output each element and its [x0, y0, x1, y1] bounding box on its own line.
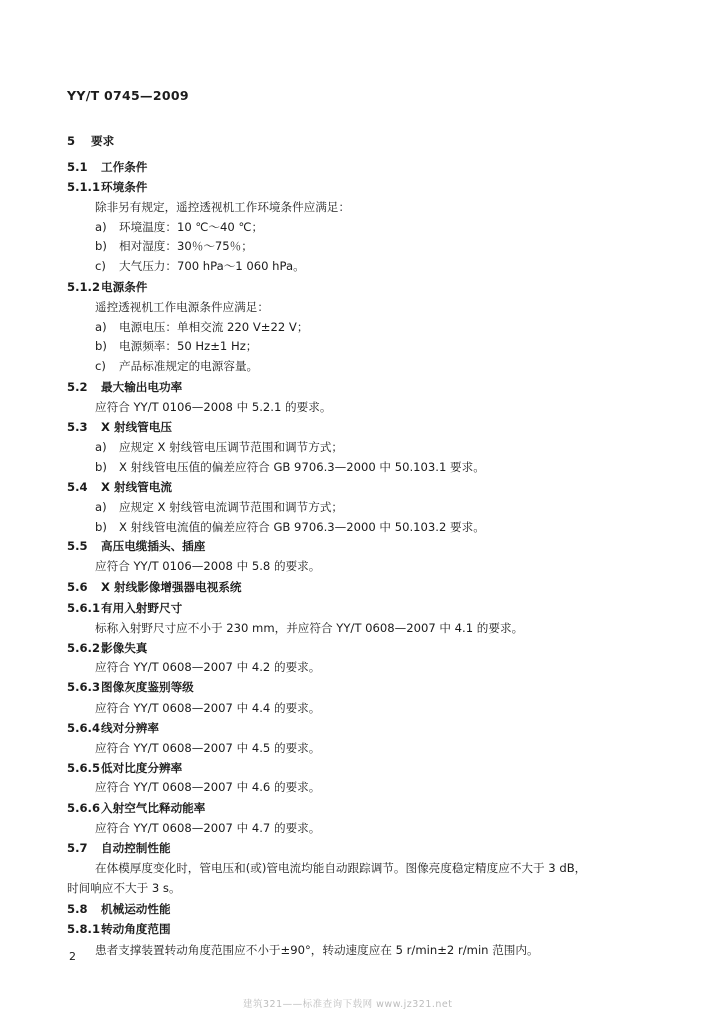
- section-heading: [67, 379, 182, 395]
- section-heading: [67, 419, 172, 435]
- list-marker: a): [95, 500, 107, 514]
- section-title: 机械运动性能: [101, 902, 171, 916]
- section-title: 图像灰度鉴别等级: [101, 680, 194, 694]
- paragraph-line: 应符合 YY/T 0106—2008 中 5.8 的要求。: [95, 559, 321, 573]
- section-heading: [67, 600, 182, 616]
- section-heading: [67, 133, 114, 149]
- section-title: 影像失真: [101, 641, 148, 655]
- section-heading: [67, 760, 182, 776]
- list-item: [95, 219, 263, 235]
- section-title: 转动角度范围: [101, 922, 171, 936]
- list-item: [95, 519, 485, 535]
- section-number: 5.3: [67, 420, 88, 434]
- section-title: 有用入射野尺寸: [101, 601, 183, 615]
- list-item: [95, 459, 485, 475]
- list-item-text: 环境温度：10 ℃～40 ℃；: [119, 220, 264, 234]
- list-marker: a): [95, 320, 107, 334]
- section-heading: [67, 179, 147, 195]
- page-number: 2: [69, 950, 76, 963]
- section-title: 最大输出电功率: [101, 380, 183, 394]
- section-title: 工作条件: [101, 160, 148, 174]
- paragraph-line: 应符合 YY/T 0106—2008 中 5.2.1 的要求。: [95, 400, 332, 414]
- section-number: 5.1.1: [67, 180, 101, 194]
- list-marker: a): [95, 440, 107, 454]
- section-title: 低对比度分辨率: [101, 761, 183, 775]
- section-heading: [67, 679, 194, 695]
- section-heading: [67, 579, 242, 595]
- paragraph-line: 患者支撑装置转动角度范围应不小于±90°，转动速度应在 5 r/min±2 r/min 范围内。: [95, 943, 539, 957]
- section-number: 5.7: [67, 841, 88, 855]
- section-heading: [67, 159, 147, 175]
- list-marker: c): [95, 259, 106, 273]
- list-item: [95, 358, 258, 374]
- section-number: 5.1.2: [67, 280, 101, 294]
- section-heading: [67, 279, 147, 295]
- section-title: X 射线影像增强器电视系统: [101, 580, 242, 594]
- section-number: 5.2: [67, 380, 88, 394]
- paragraph-line: 标称入射野尺寸应不小于 230 mm，并应符合 YY/T 0608—2007 中 4.1 的要求。: [95, 621, 524, 635]
- section-title: 电源条件: [101, 280, 148, 294]
- list-item: [95, 499, 343, 515]
- section-number: 5.6.3: [67, 680, 101, 694]
- list-marker: b): [95, 460, 107, 474]
- paragraph-line: 在体模厚度变化时，管电压和(或)管电流均能自动跟踪调节。图像亮度稳定精度应不大于 3 dB，: [95, 861, 587, 875]
- section-number: 5.8.1: [67, 922, 101, 936]
- footer-watermark: 建筑321——标准查询下载网 www.jz321.net: [243, 999, 453, 1010]
- section-heading: [67, 640, 147, 656]
- list-marker: a): [95, 220, 107, 234]
- section-title: 线对分辨率: [101, 721, 159, 735]
- list-marker: b): [95, 239, 107, 253]
- paragraph-line: 应符合 YY/T 0608—2007 中 4.4 的要求。: [95, 701, 321, 715]
- section-title: 入射空气比释动能率: [101, 801, 206, 815]
- section-heading: [67, 479, 172, 495]
- section-number: 5.6.6: [67, 801, 101, 815]
- section-heading: [67, 720, 159, 736]
- paragraph-line: 时间响应不大于 3 s。: [67, 881, 181, 895]
- list-item: [95, 338, 257, 354]
- list-item-text: 产品标准规定的电源容量。: [119, 359, 259, 373]
- list-item-text: 应规定 X 射线管电压调节范围和调节方式；: [119, 440, 344, 454]
- list-item-text: X 射线管电压值的偏差应符合 GB 9706.3—2000 中 50.103.1 要求。: [119, 460, 485, 474]
- section-heading: [67, 901, 171, 917]
- section-heading: [67, 921, 171, 937]
- section-number: 5.6.5: [67, 761, 101, 775]
- section-heading: [67, 538, 205, 554]
- paragraph-line: 应符合 YY/T 0608—2007 中 4.7 的要求。: [95, 821, 321, 835]
- list-marker: b): [95, 339, 107, 353]
- section-number: 5.6.4: [67, 721, 101, 735]
- paragraph-line: 除非另有规定，遥控透视机工作环境条件应满足：: [95, 200, 351, 214]
- list-item-text: 应规定 X 射线管电流调节范围和调节方式；: [119, 500, 344, 514]
- paragraph-line: 应符合 YY/T 0608—2007 中 4.2 的要求。: [95, 660, 321, 674]
- section-number: 5.1: [67, 160, 88, 174]
- standard-code-header: YY/T 0745—2009: [67, 88, 189, 103]
- section-number: 5.6.1: [67, 601, 101, 615]
- section-title: 自动控制性能: [101, 841, 171, 855]
- list-item-text: 大气压力：700 hPa～1 060 hPa。: [119, 259, 305, 273]
- list-item: [95, 439, 343, 455]
- list-marker: c): [95, 359, 106, 373]
- section-number: 5.5: [67, 539, 88, 553]
- list-item: [95, 319, 308, 335]
- list-item-text: 相对湿度：30％～75％；: [119, 239, 253, 253]
- section-number: 5: [67, 134, 76, 148]
- list-item-text: X 射线管电流值的偏差应符合 GB 9706.3—2000 中 50.103.2 要求。: [119, 520, 485, 534]
- list-marker: b): [95, 520, 107, 534]
- section-title: 环境条件: [101, 180, 148, 194]
- section-number: 5.6: [67, 580, 88, 594]
- section-number: 5.6.2: [67, 641, 101, 655]
- section-title: 高压电缆插头、插座: [101, 539, 206, 553]
- paragraph-line: 应符合 YY/T 0608—2007 中 4.6 的要求。: [95, 780, 321, 794]
- section-title: X 射线管电压: [101, 420, 172, 434]
- paragraph-line: 遥控透视机工作电源条件应满足：: [95, 300, 269, 314]
- section-number: 5.8: [67, 902, 88, 916]
- list-item-text: 电源电压：单相交流 220 V±22 V；: [119, 320, 309, 334]
- list-item-text: 电源频率：50 Hz±1 Hz；: [119, 339, 258, 353]
- section-title: 要求: [91, 134, 115, 148]
- section-heading: [67, 840, 171, 856]
- section-number: 5.4: [67, 480, 88, 494]
- section-title: X 射线管电流: [101, 480, 172, 494]
- list-item: [95, 258, 305, 274]
- list-item: [95, 238, 253, 254]
- section-heading: [67, 800, 205, 816]
- paragraph-line: 应符合 YY/T 0608—2007 中 4.5 的要求。: [95, 741, 321, 755]
